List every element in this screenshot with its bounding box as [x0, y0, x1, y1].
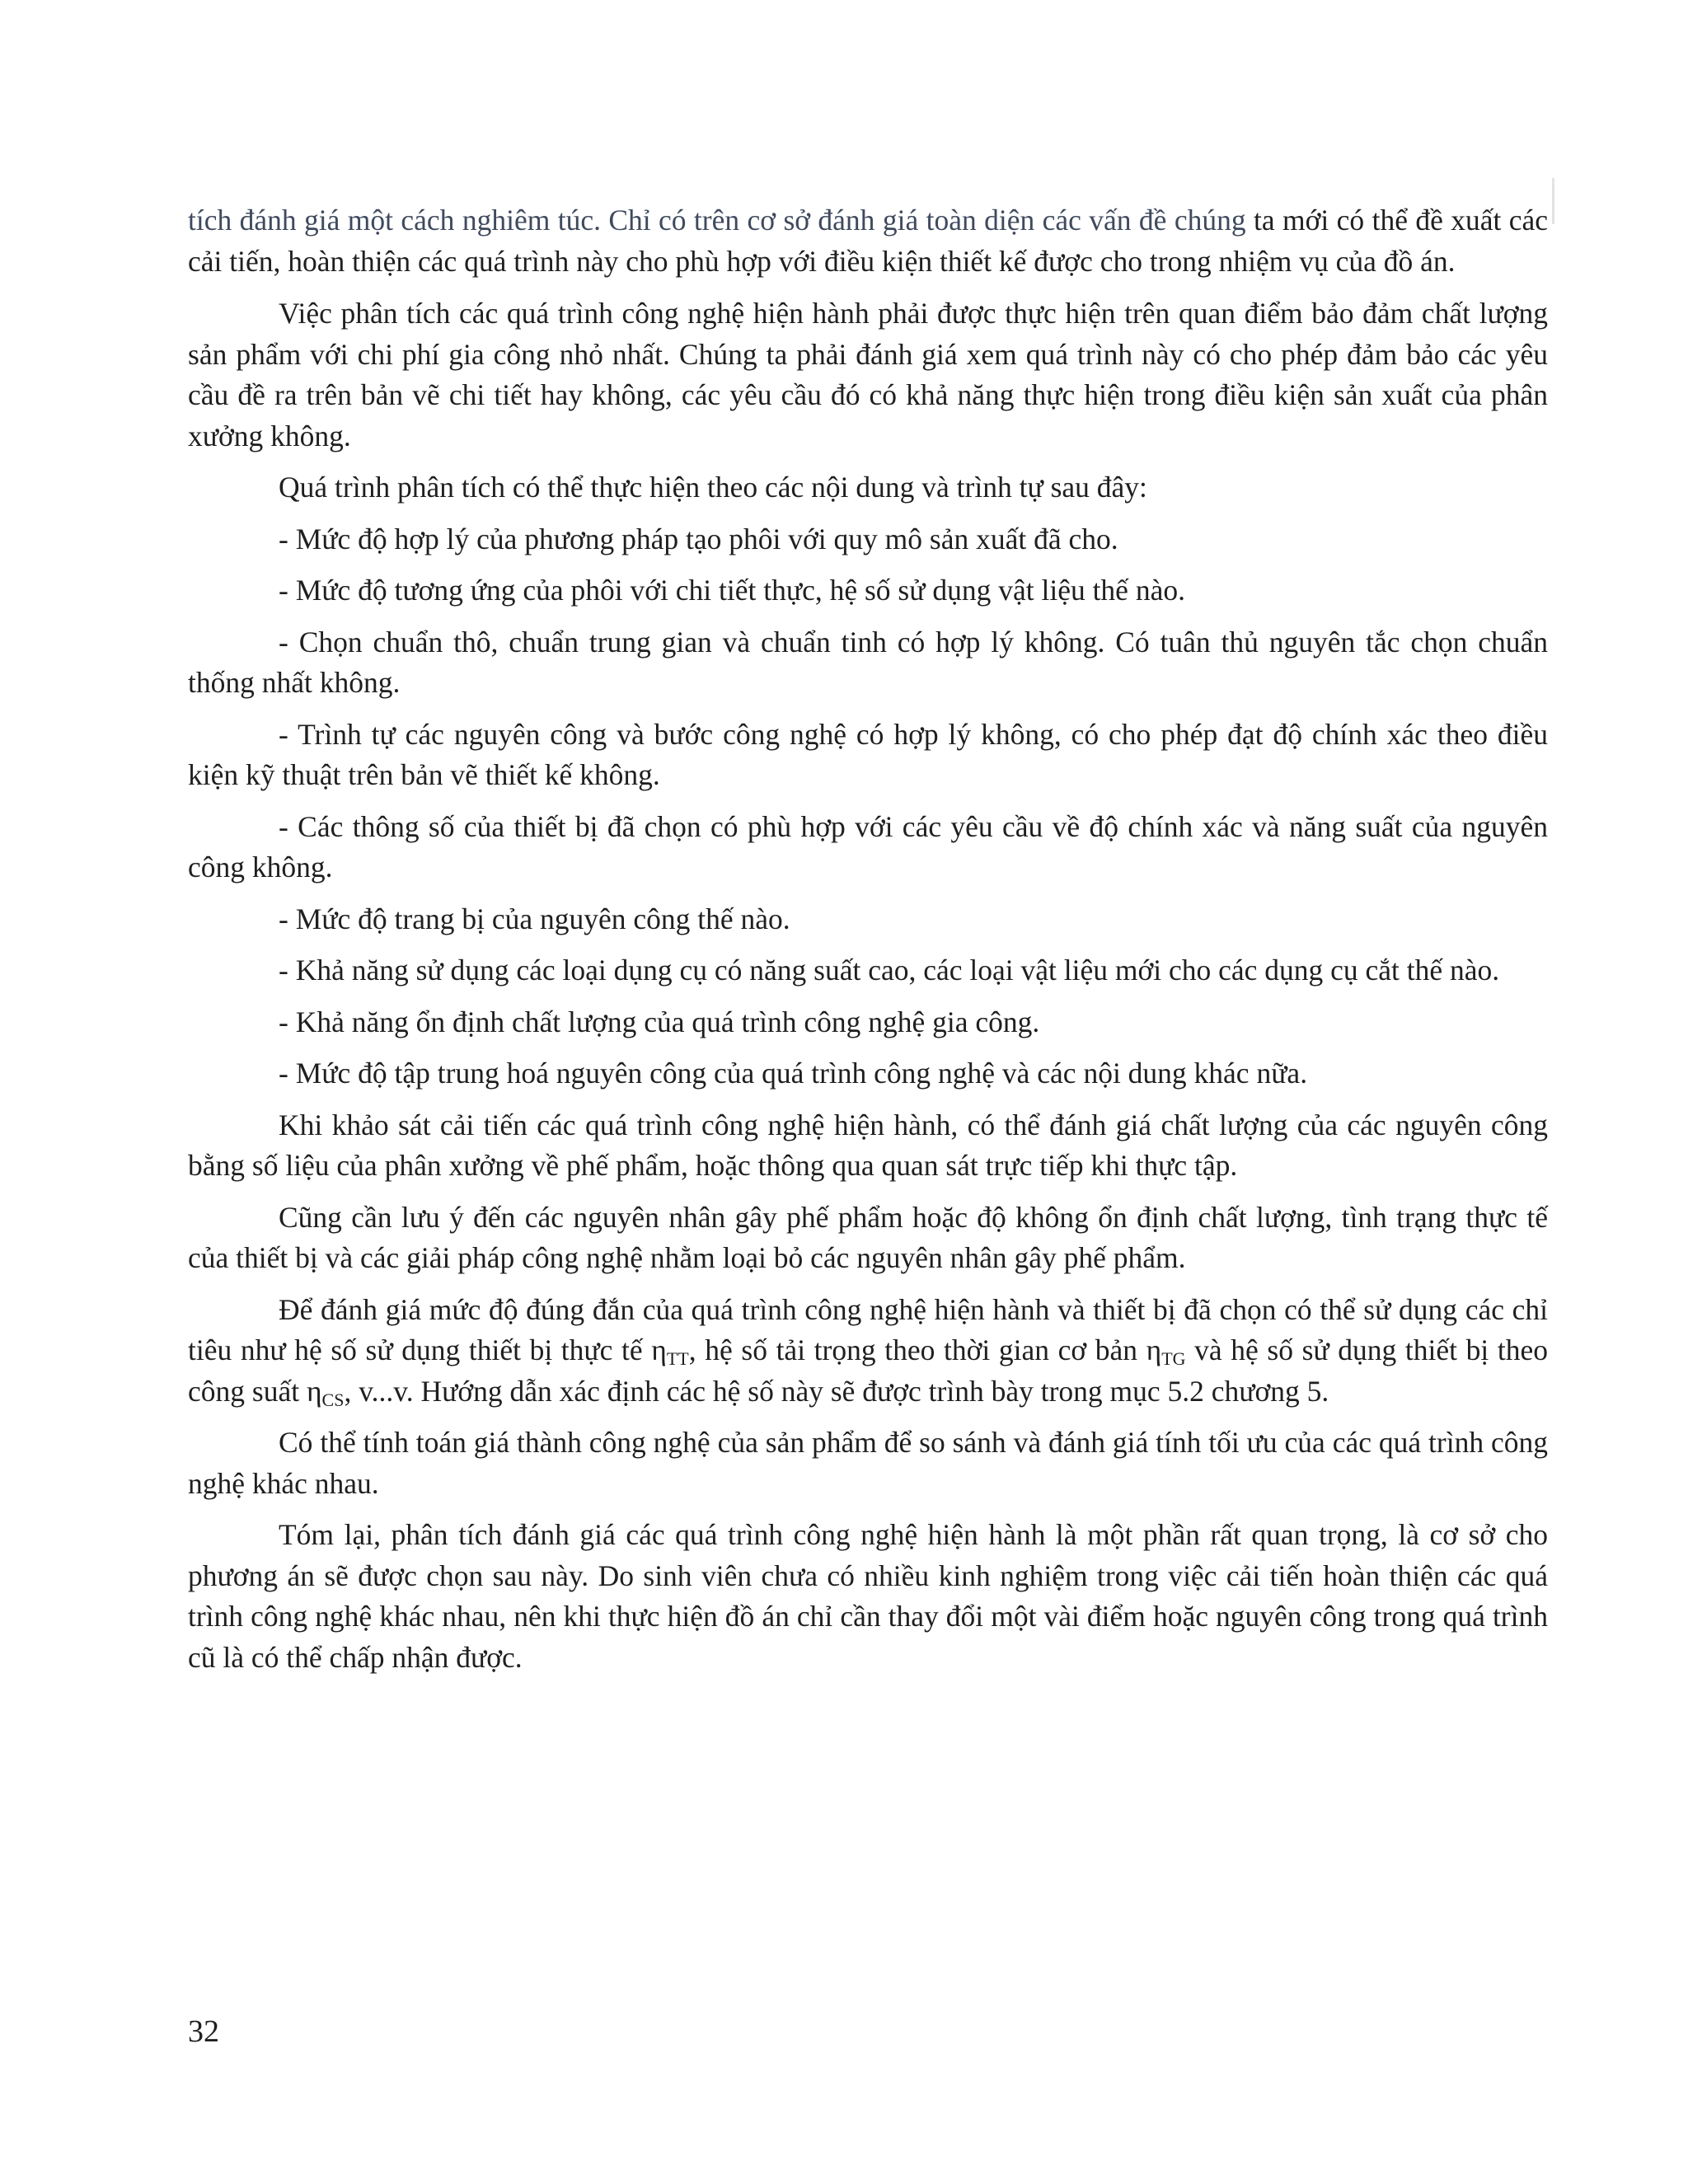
paragraph-rest: ta mới có thể đề xuất các cải tiến, hoàn thiện các quá trình này cho phù hợp với điều kiện thiết kế được cho trong nhiệm vụ của đồ án.	[188, 204, 1549, 278]
subscript: CS	[321, 1389, 345, 1410]
subscript: TG	[1161, 1348, 1186, 1369]
list-item: - Mức độ trang bị của nguyên công thế nào.	[279, 902, 790, 935]
text-segment: và hệ số sử dụng thiết bị theo công suất η	[188, 1333, 1548, 1408]
paragraph: Việc phân tích các quá trình công nghệ hiện hành phải được thực hiện trên quan điểm bảo đảm chất lượng sản phẩm với chi phí gia công nhỏ nhất. Chúng ta phải đánh giá xem quá trình này có cho phép đảm bảo các yêu cầu đề ra trên bản vẽ chi tiết hay không, các yêu cầu đó có khả năng thực hiện trong điều kiện sản xuất của phân xưởng không.	[188, 297, 1548, 452]
list-item: - Mức độ hợp lý của phương pháp tạo phôi với quy mô sản xuất đã cho.	[279, 522, 1118, 555]
text-segment: , hệ số tải trọng theo thời gian cơ bản η	[688, 1333, 1162, 1366]
paragraph: Tóm lại, phân tích đánh giá các quá trình công nghệ hiện hành là một phần rất quan trọng, là cơ sở cho phương án sẽ được chọn sau này. Do sinh viên chưa có nhiều kinh nghiệm trong việc cải tiến hoàn thiện các quá trình công nghệ khác nhau, nên khi thực hiện đồ án chỉ cần thay đổi một vài điểm hoặc nguyên công trong quá trình cũ là có thể chấp nhận được.	[188, 1518, 1548, 1674]
list-item: - Mức độ tập trung hoá nguyên công của quá trình công nghệ và các nội dung khác nữa.	[279, 1057, 1308, 1090]
list-item: - Mức độ tương ứng của phôi với chi tiết thực, hệ số sử dụng vật liệu thế nào.	[279, 574, 1185, 607]
page-number: 32	[188, 2014, 219, 2049]
paragraph: Cũng cần lưu ý đến các nguyên nhân gây phế phẩm hoặc độ không ổn định chất lượng, tình trạng thực tế của thiết bị và các giải pháp công nghệ nhằm loại bỏ các nguyên nhân gây phế phẩm.	[188, 1200, 1548, 1274]
paragraph: Khi khảo sát cải tiến các quá trình công nghệ hiện hành, có thể đánh giá chất lượng của các nguyên công bằng số liệu của phân xưởng về phế phẩm, hoặc thông qua quan sát trực tiếp khi thực tập.	[188, 1108, 1548, 1182]
paragraph-continuation	[188, 200, 1548, 282]
paragraph-first-line: tích đánh giá một cách nghiêm túc. Chỉ có trên cơ sở đánh giá toàn diện các vấn đề chúng	[188, 204, 1246, 237]
list-item: - Các thông số của thiết bị đã chọn có phù hợp với các yêu cầu về độ chính xác và năng suất của nguyên công không.	[188, 809, 1548, 883]
list-item: - Chọn chuẩn thô, chuẩn trung gian và chuẩn tinh có hợp lý không. Có tuân thủ nguyên tắc chọn chuẩn thống nhất không.	[188, 625, 1548, 699]
body-text	[188, 200, 1548, 1689]
text-segment: , v...v. Hướng dẫn xác định các hệ số này sẽ được trình bày trong mục 5.2 chương 5.	[344, 1374, 1329, 1408]
scan-edge-mark	[1552, 178, 1554, 224]
paragraph: Quá trình phân tích có thể thực hiện theo các nội dung và trình tự sau đây:	[279, 471, 1147, 504]
subscript: TT	[666, 1348, 689, 1369]
paragraph: Có thể tính toán giá thành công nghệ của sản phẩm để so sánh và đánh giá tính tối ưu của các quá trình công nghệ khác nhau.	[188, 1426, 1548, 1500]
list-item: - Khả năng ổn định chất lượng của quá trình công nghệ gia công.	[279, 1005, 1040, 1038]
list-item: - Khả năng sử dụng các loại dụng cụ có năng suất cao, các loại vật liệu mới cho các dụng cụ cắt thế nào.	[279, 954, 1500, 987]
list-item: - Trình tự các nguyên công và bước công nghệ có hợp lý không, có cho phép đạt độ chính xác theo điều kiện kỹ thuật trên bản vẽ thiết kế không.	[188, 717, 1548, 791]
paragraph-with-formulas	[188, 1290, 1548, 1413]
text-segment: Để đánh giá mức độ đúng đắn của quá trình công nghệ hiện hành và thiết bị đã chọn có thể sử dụng các chỉ tiêu như hệ số sử dụng thiết bị thực tế η	[188, 1292, 1548, 1366]
